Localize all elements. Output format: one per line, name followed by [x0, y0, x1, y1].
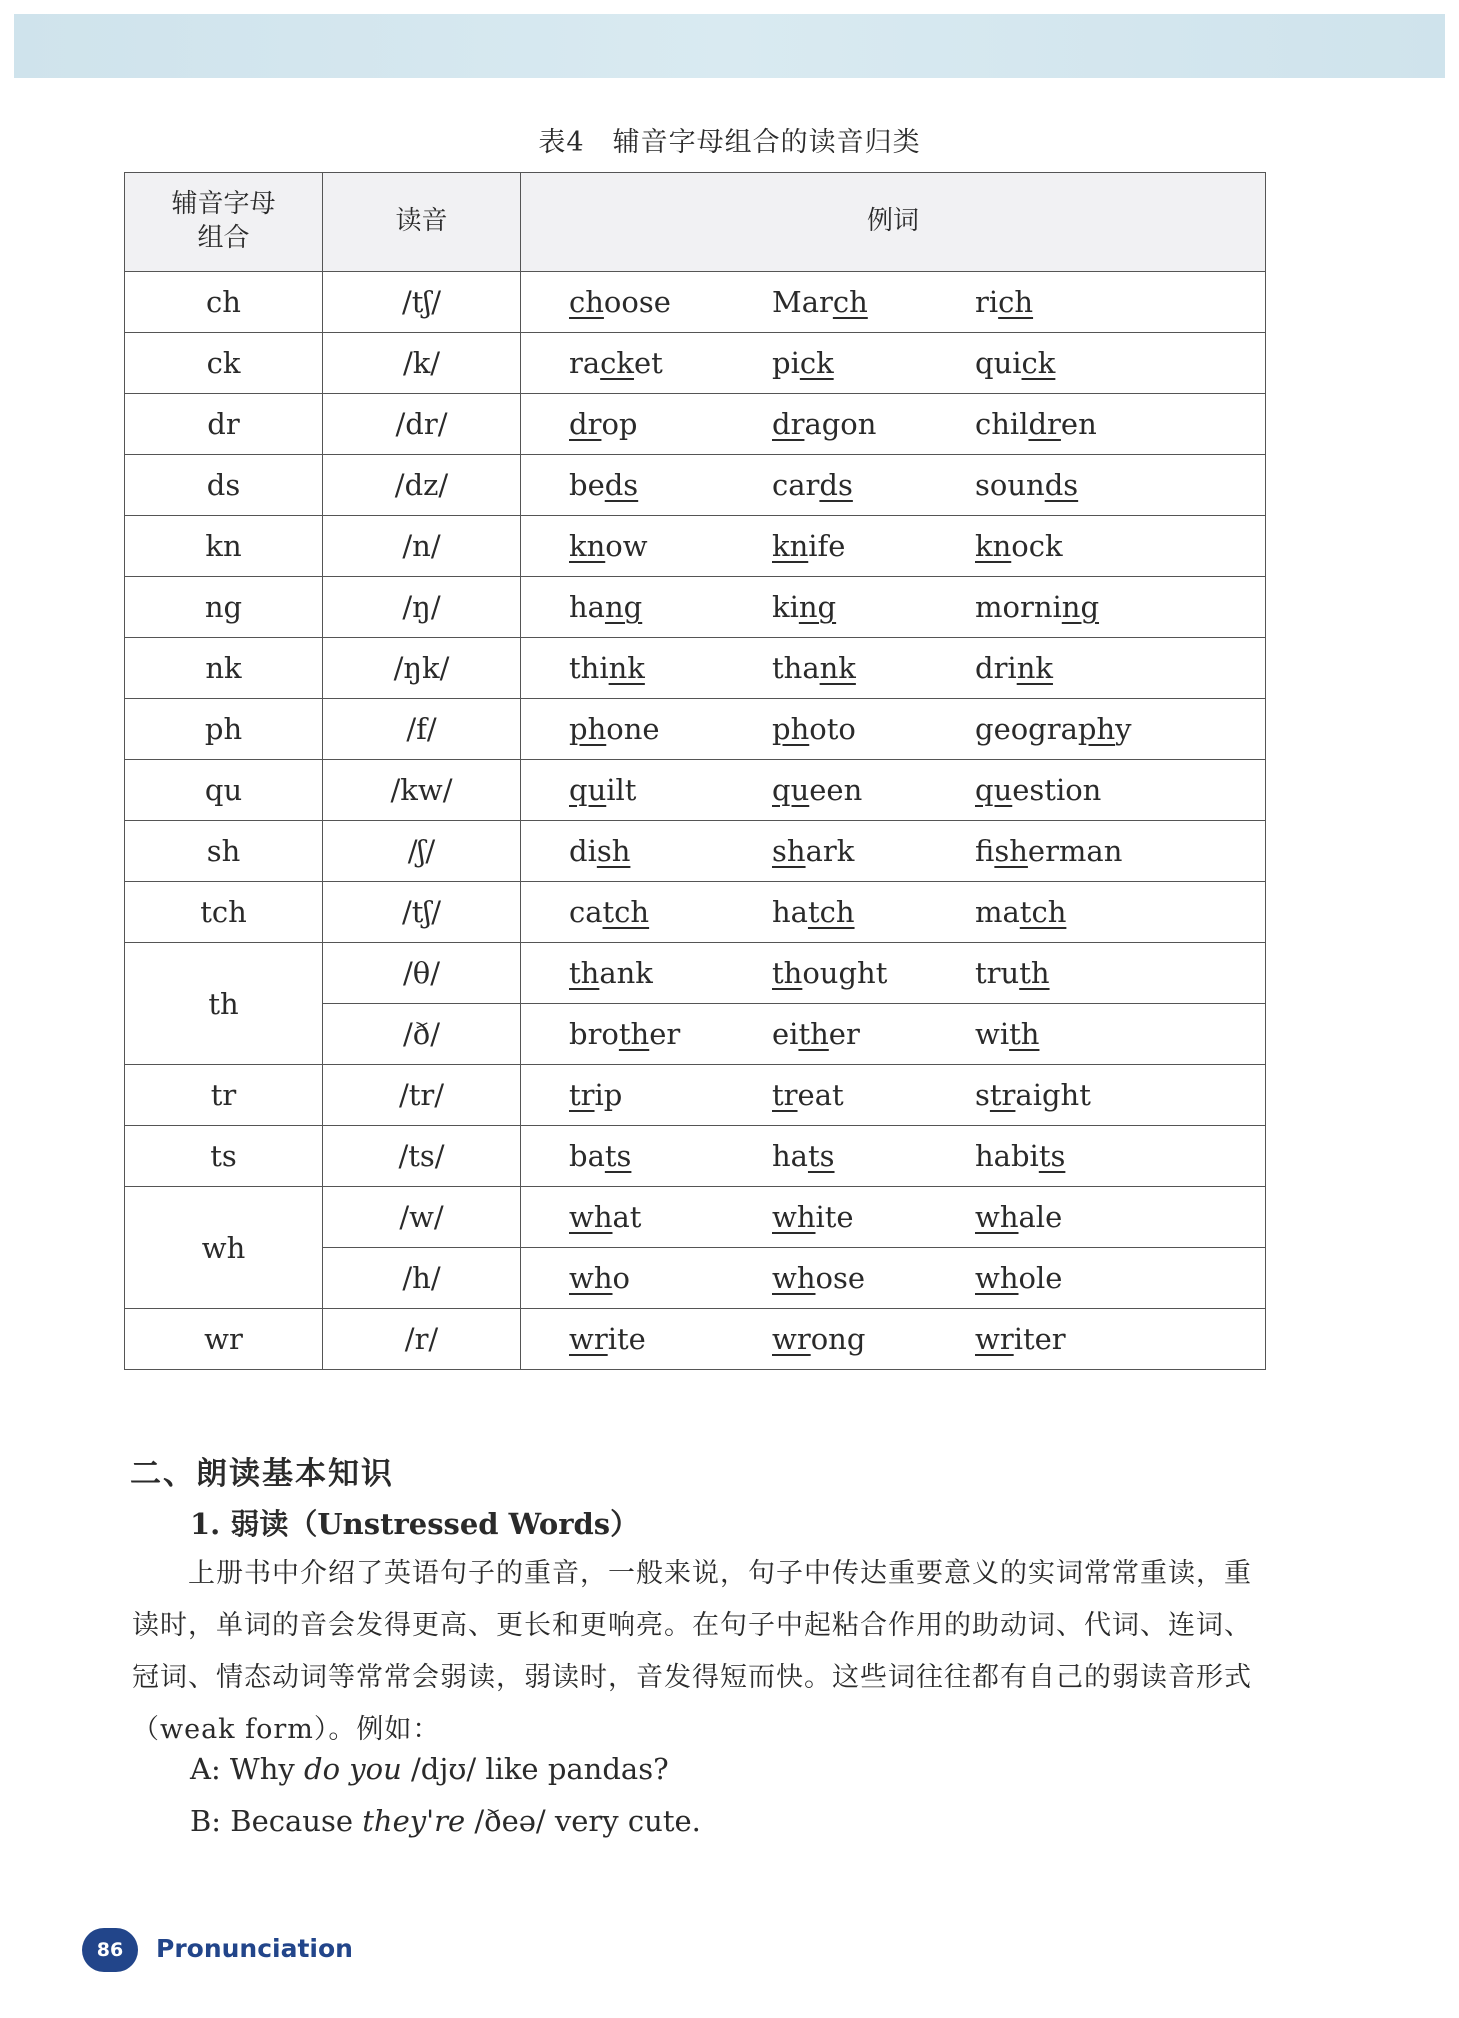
word-highlight: wh — [772, 1261, 816, 1295]
example-word — [772, 1322, 975, 1356]
word-highlight: qu — [772, 773, 810, 807]
word-prefix: be — [569, 468, 605, 502]
table-row — [125, 1065, 1266, 1126]
header-sound: 读音 — [323, 173, 521, 272]
word-highlight: sh — [596, 834, 631, 868]
cell-sound: /f/ — [323, 699, 521, 760]
word-highlight: dr — [772, 407, 805, 441]
example-words — [521, 1139, 1265, 1173]
word-prefix: qui — [975, 346, 1022, 380]
cell-examples — [521, 699, 1266, 760]
example-word — [569, 407, 772, 441]
example-word — [772, 1017, 975, 1051]
word-prefix: wi — [975, 1017, 1010, 1051]
example-word — [569, 1261, 772, 1295]
example-words — [521, 773, 1265, 807]
word-highlight: th — [1019, 956, 1050, 990]
example-words — [521, 1322, 1265, 1356]
example-word — [975, 956, 1178, 990]
cell-sound: /ʃ/ — [323, 821, 521, 882]
cell-combo: ch — [125, 272, 323, 333]
word-highlight: wr — [975, 1322, 1014, 1356]
example-a-prefix: A: Why — [190, 1752, 305, 1786]
cell-sound: /kw/ — [323, 760, 521, 821]
cell-examples — [521, 821, 1266, 882]
word-highlight: ng — [1061, 590, 1100, 624]
example-word — [975, 651, 1178, 685]
word-highlight: ck — [799, 346, 834, 380]
cell-examples — [521, 1309, 1266, 1370]
body-paragraph: 上册书中介绍了英语句子的重音，一般来说，句子中传达重要意义的实词常常重读，重读时，单词的音会发得更高、更长和更响亮。在句子中起粘合作用的助动词、代词、连词、冠词、情态动词等常常会弱读，弱读时，音发得短而快。这些词往往都有自己的弱读音形式（weak form）。例如： — [132, 1558, 1252, 1745]
example-word — [772, 651, 975, 685]
example-word — [975, 1322, 1178, 1356]
cell-combo: tch — [125, 882, 323, 943]
word-highlight: th — [618, 1017, 650, 1051]
word-prefix: soun — [975, 468, 1045, 502]
example-word — [975, 529, 1178, 563]
header-examples: 例词 — [521, 173, 1266, 272]
word-highlight: kn — [569, 529, 606, 563]
table-body — [125, 272, 1266, 1370]
cell-sound: /r/ — [323, 1309, 521, 1370]
word-suffix: ite — [815, 1200, 854, 1234]
word-suffix: ife — [808, 529, 846, 563]
example-word — [569, 651, 772, 685]
example-word — [569, 956, 772, 990]
word-highlight: ch — [832, 285, 868, 319]
example-words — [521, 1261, 1265, 1295]
cell-examples — [521, 1004, 1266, 1065]
example-words — [521, 1078, 1265, 1112]
example-b-italic: they're — [362, 1804, 466, 1838]
example-word — [772, 1139, 975, 1173]
word-highlight: nk — [819, 651, 856, 685]
word-highlight: ds — [819, 468, 853, 502]
example-words — [521, 346, 1265, 380]
cell-combo: ck — [125, 333, 323, 394]
cell-combo: wh — [125, 1187, 323, 1309]
example-word — [569, 1200, 772, 1234]
cell-sound: /w/ — [323, 1187, 521, 1248]
example-words — [521, 407, 1265, 441]
example-word — [772, 956, 975, 990]
word-prefix: fi — [975, 834, 995, 868]
word-highlight: ck — [1021, 346, 1056, 380]
word-suffix: ark — [805, 834, 855, 868]
word-suffix: oto — [809, 712, 856, 746]
example-word — [772, 712, 975, 746]
word-highlight: ng — [798, 590, 837, 624]
word-prefix: Mar — [772, 285, 833, 319]
word-highlight: th — [798, 1017, 829, 1051]
table-row — [125, 699, 1266, 760]
example-word — [569, 1017, 772, 1051]
example-word — [569, 1078, 772, 1112]
word-prefix: ca — [569, 895, 603, 929]
cell-examples — [521, 455, 1266, 516]
cell-combo: qu — [125, 760, 323, 821]
word-prefix: morni — [975, 590, 1062, 624]
word-highlight: wr — [772, 1322, 811, 1356]
table-row — [125, 882, 1266, 943]
word-highlight: wh — [772, 1200, 816, 1234]
word-prefix: bro — [569, 1017, 619, 1051]
cell-sound: /h/ — [323, 1248, 521, 1309]
word-suffix: ock — [1011, 529, 1063, 563]
word-highlight: ts — [807, 1139, 835, 1173]
table-row — [125, 1309, 1266, 1370]
cell-examples — [521, 1065, 1266, 1126]
example-words — [521, 285, 1265, 319]
example-word — [569, 1322, 772, 1356]
cell-combo: ds — [125, 455, 323, 516]
word-highlight: ts — [1038, 1139, 1066, 1173]
cell-examples — [521, 1187, 1266, 1248]
word-prefix: ha — [569, 590, 605, 624]
word-suffix: ose — [815, 1261, 866, 1295]
cell-sound: /dr/ — [323, 394, 521, 455]
example-word — [569, 712, 772, 746]
word-highlight: wh — [569, 1200, 613, 1234]
word-highlight: ch — [998, 285, 1034, 319]
word-highlight: tr — [569, 1078, 595, 1112]
word-suffix: een — [809, 773, 863, 807]
example-words — [521, 712, 1265, 746]
word-suffix: er — [828, 1017, 860, 1051]
cell-examples — [521, 1248, 1266, 1309]
example-word — [569, 529, 772, 563]
cell-sound: /ts/ — [323, 1126, 521, 1187]
cell-examples — [521, 760, 1266, 821]
cell-sound: /n/ — [323, 516, 521, 577]
cell-sound: /dz/ — [323, 455, 521, 516]
table-row — [125, 272, 1266, 333]
word-highlight: tch — [807, 895, 855, 929]
table-row — [125, 455, 1266, 516]
table-row — [125, 394, 1266, 455]
example-word — [975, 285, 1178, 319]
word-suffix: estion — [1012, 773, 1102, 807]
example-word — [569, 285, 772, 319]
word-highlight: sh — [772, 834, 806, 868]
word-suffix: et — [633, 346, 663, 380]
word-suffix: eat — [797, 1078, 844, 1112]
example-a-suffix: /djʊ/ like pandas? — [401, 1752, 669, 1786]
example-word — [772, 895, 975, 929]
word-suffix: op — [601, 407, 638, 441]
word-suffix: one — [606, 712, 660, 746]
cell-examples — [521, 577, 1266, 638]
example-word — [772, 773, 975, 807]
word-highlight: ph — [569, 712, 607, 746]
word-suffix: o — [612, 1261, 630, 1295]
table-row — [125, 333, 1266, 394]
example-word — [569, 895, 772, 929]
example-words — [521, 651, 1265, 685]
word-prefix: ma — [975, 895, 1020, 929]
word-suffix: ip — [594, 1078, 623, 1112]
word-highlight: kn — [975, 529, 1012, 563]
word-highlight: wh — [569, 1261, 613, 1295]
word-prefix: ra — [569, 346, 601, 380]
cell-sound: /ð/ — [323, 1004, 521, 1065]
example-word — [772, 834, 975, 868]
example-a-italic: do you — [304, 1752, 402, 1786]
word-suffix: ong — [810, 1322, 866, 1356]
table-row — [125, 577, 1266, 638]
word-highlight: tch — [1019, 895, 1067, 929]
cell-combo: ts — [125, 1126, 323, 1187]
table-row — [125, 821, 1266, 882]
word-prefix: chil — [975, 407, 1029, 441]
word-prefix: ha — [772, 1139, 808, 1173]
top-decorative-band — [14, 14, 1445, 78]
example-word — [772, 468, 975, 502]
example-word — [569, 346, 772, 380]
word-prefix: s — [975, 1078, 990, 1112]
example-words — [521, 834, 1265, 868]
word-prefix: thi — [569, 651, 609, 685]
cell-combo: nk — [125, 638, 323, 699]
example-words — [521, 590, 1265, 624]
word-suffix: ank — [599, 956, 653, 990]
word-prefix: tha — [772, 651, 820, 685]
example-word — [772, 1261, 975, 1295]
example-word — [975, 712, 1178, 746]
word-highlight: tr — [772, 1078, 798, 1112]
word-suffix: at — [612, 1200, 642, 1234]
example-word — [975, 1261, 1178, 1295]
word-prefix: ki — [772, 590, 799, 624]
cell-examples — [521, 516, 1266, 577]
word-highlight: tr — [989, 1078, 1016, 1112]
word-prefix: ha — [772, 895, 808, 929]
cell-examples — [521, 882, 1266, 943]
word-highlight: kn — [772, 529, 809, 563]
cell-combo: wr — [125, 1309, 323, 1370]
word-prefix: ri — [975, 285, 999, 319]
example-word — [975, 590, 1178, 624]
cell-sound: /tʃ/ — [323, 272, 521, 333]
word-highlight: ck — [600, 346, 634, 380]
example-words — [521, 1200, 1265, 1234]
word-highlight: ds — [1044, 468, 1079, 502]
example-words — [521, 1017, 1265, 1051]
example-word — [975, 834, 1178, 868]
word-highlight: wh — [975, 1200, 1019, 1234]
word-suffix: y — [1115, 712, 1132, 746]
subsection-title: 1. 弱读（Unstressed Words） — [190, 1507, 640, 1541]
table-row — [125, 1126, 1266, 1187]
example-b-suffix: /ðeə/ very cute. — [465, 1804, 701, 1838]
table-row — [125, 943, 1266, 1004]
word-highlight: nk — [1016, 651, 1053, 685]
word-suffix: ale — [1018, 1200, 1063, 1234]
word-prefix: ei — [772, 1017, 799, 1051]
word-highlight: tch — [602, 895, 650, 929]
word-highlight: nk — [608, 651, 645, 685]
word-prefix: geogra — [975, 712, 1078, 746]
word-suffix: ought — [802, 956, 888, 990]
example-word — [772, 407, 975, 441]
word-suffix: ow — [605, 529, 648, 563]
table-title: 表4 辅音字母组合的读音归类 — [538, 127, 921, 158]
example-b — [190, 1804, 701, 1838]
word-prefix: di — [569, 834, 597, 868]
cell-combo: kn — [125, 516, 323, 577]
example-words — [521, 895, 1265, 929]
example-word — [975, 773, 1178, 807]
example-word — [772, 1200, 975, 1234]
example-word — [975, 468, 1178, 502]
cell-examples — [521, 333, 1266, 394]
example-words — [521, 956, 1265, 990]
word-suffix: en — [1060, 407, 1097, 441]
page-number-badge: 86 — [82, 1928, 138, 1972]
word-prefix: car — [772, 468, 820, 502]
word-suffix: er — [649, 1017, 681, 1051]
word-highlight: ch — [569, 285, 604, 319]
word-suffix: ole — [1018, 1261, 1063, 1295]
cell-combo: th — [125, 943, 323, 1065]
header-combo-label: 辅音字母组合 — [171, 189, 276, 253]
example-word — [569, 468, 772, 502]
word-suffix: erman — [1027, 834, 1123, 868]
word-highlight: wh — [975, 1261, 1019, 1295]
table-row — [125, 760, 1266, 821]
word-suffix: aight — [1015, 1078, 1091, 1112]
example-word — [569, 1139, 772, 1173]
word-suffix: iter — [1013, 1322, 1066, 1356]
word-suffix: oose — [603, 285, 671, 319]
example-word — [772, 346, 975, 380]
cell-examples — [521, 943, 1266, 1004]
word-highlight: ng — [604, 590, 643, 624]
example-word — [975, 407, 1178, 441]
example-word — [772, 285, 975, 319]
cell-examples — [521, 638, 1266, 699]
example-word — [975, 1017, 1178, 1051]
word-prefix: tru — [975, 956, 1020, 990]
example-word — [975, 895, 1178, 929]
word-suffix: agon — [804, 407, 877, 441]
word-prefix: ba — [569, 1139, 605, 1173]
word-prefix: habi — [975, 1139, 1039, 1173]
footer-label: Pronunciation — [156, 1934, 353, 1963]
cell-combo: ng — [125, 577, 323, 638]
table-row — [125, 638, 1266, 699]
header-combo — [125, 173, 323, 272]
word-prefix: dri — [975, 651, 1017, 685]
word-highlight: th — [569, 956, 600, 990]
word-suffix: ite — [607, 1322, 646, 1356]
example-word — [975, 346, 1178, 380]
section-title: 二、朗读基本知识 — [130, 1456, 394, 1492]
example-word — [569, 590, 772, 624]
table-row — [125, 516, 1266, 577]
example-b-prefix: B: Because — [190, 1804, 363, 1838]
cell-combo: sh — [125, 821, 323, 882]
cell-combo: ph — [125, 699, 323, 760]
example-word — [772, 529, 975, 563]
example-words — [521, 468, 1265, 502]
example-word — [772, 1078, 975, 1112]
table-row — [125, 1187, 1266, 1248]
cell-sound: /ŋ/ — [323, 577, 521, 638]
cell-combo: tr — [125, 1065, 323, 1126]
example-word — [569, 773, 772, 807]
cell-sound: /k/ — [323, 333, 521, 394]
example-word — [772, 590, 975, 624]
word-highlight: th — [772, 956, 803, 990]
cell-examples — [521, 272, 1266, 333]
example-a — [190, 1752, 669, 1786]
cell-sound: /θ/ — [323, 943, 521, 1004]
example-words — [521, 529, 1265, 563]
word-suffix: ilt — [606, 773, 637, 807]
word-highlight: ph — [772, 712, 810, 746]
cell-examples — [521, 394, 1266, 455]
cell-sound: /tʃ/ — [323, 882, 521, 943]
word-highlight: ts — [604, 1139, 632, 1173]
word-highlight: ds — [604, 468, 639, 502]
word-highlight: ph — [1077, 712, 1116, 746]
cell-sound: /tr/ — [323, 1065, 521, 1126]
consonant-combination-table — [124, 172, 1266, 1370]
word-highlight: dr — [1028, 407, 1061, 441]
example-word — [975, 1139, 1178, 1173]
cell-sound: /ŋk/ — [323, 638, 521, 699]
word-highlight: dr — [569, 407, 602, 441]
word-prefix: pi — [772, 346, 800, 380]
word-highlight: th — [1009, 1017, 1040, 1051]
example-word — [569, 834, 772, 868]
word-highlight: qu — [569, 773, 607, 807]
word-highlight: wr — [569, 1322, 608, 1356]
cell-examples — [521, 1126, 1266, 1187]
example-word — [975, 1078, 1178, 1112]
word-highlight: qu — [975, 773, 1013, 807]
example-word — [975, 1200, 1178, 1234]
word-highlight: sh — [994, 834, 1028, 868]
cell-combo: dr — [125, 394, 323, 455]
